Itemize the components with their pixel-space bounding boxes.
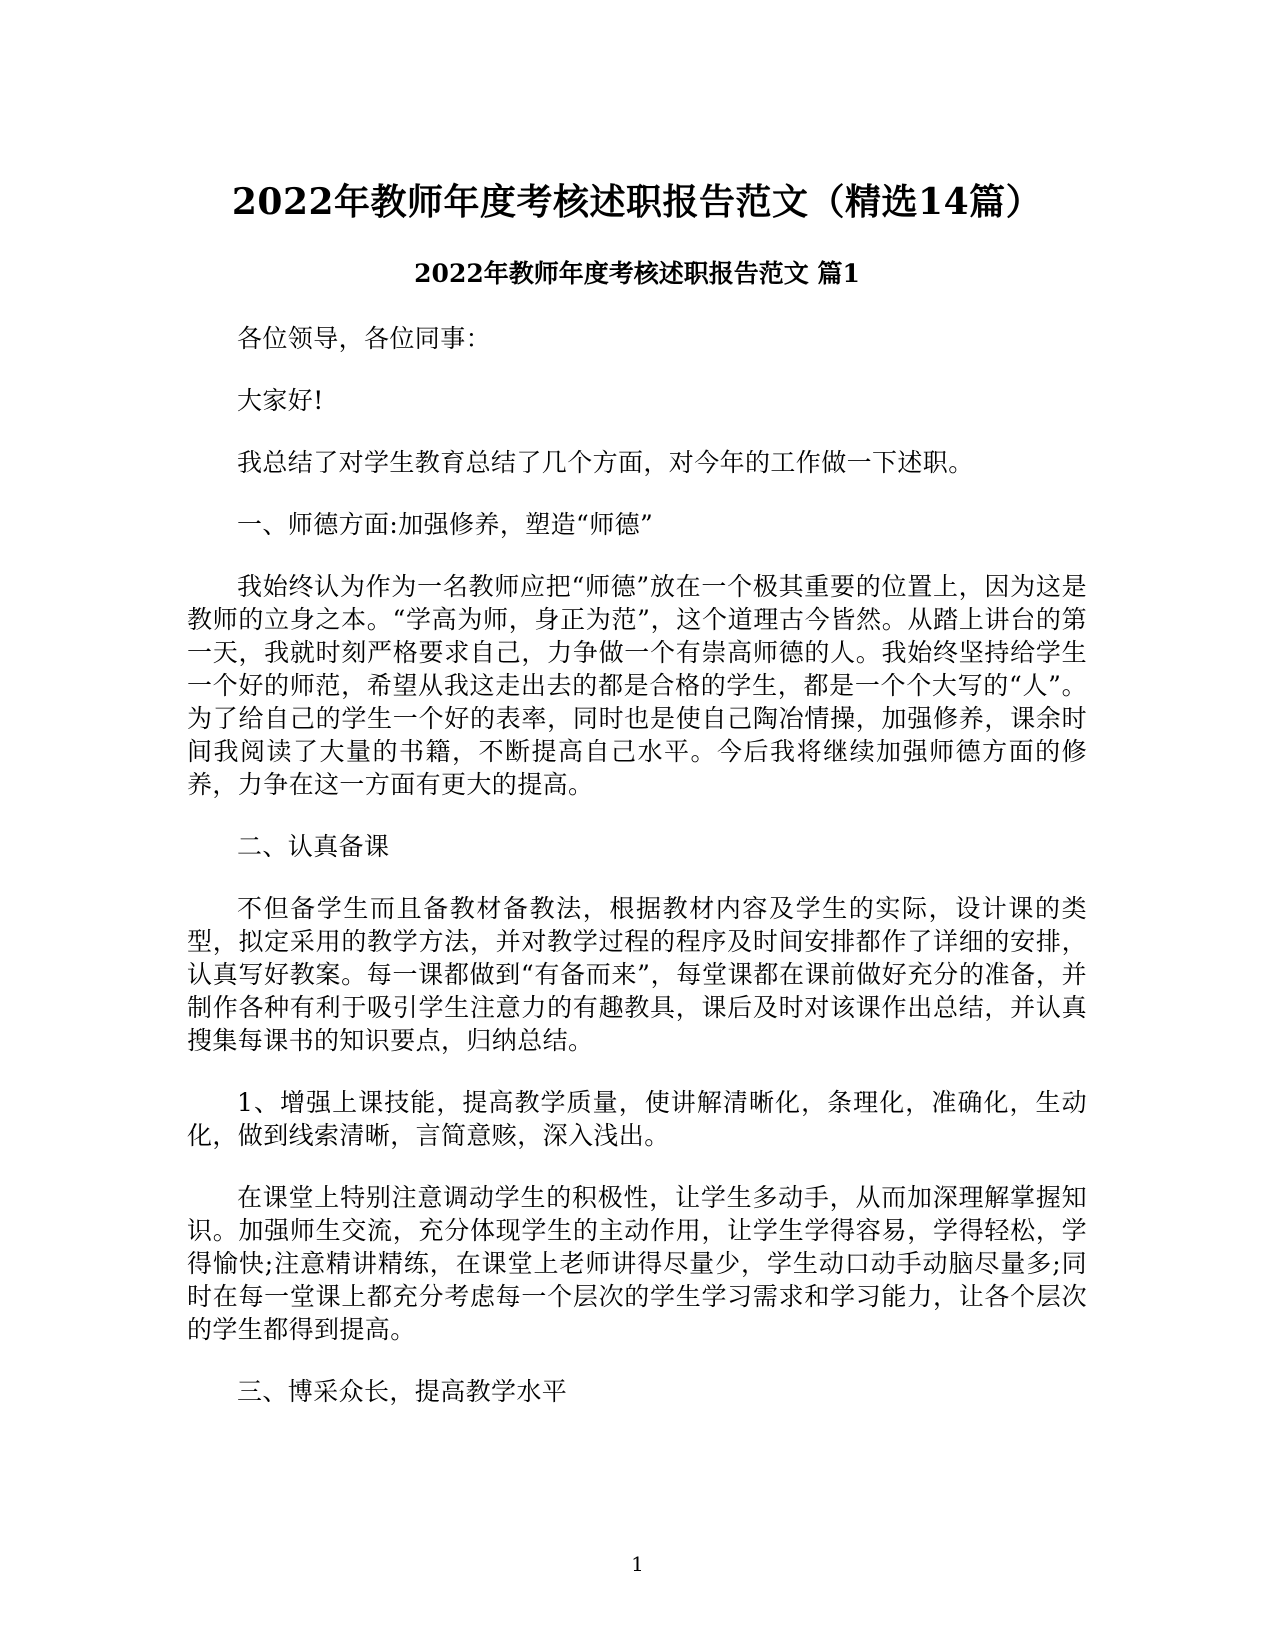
intro-paragraph: 我总结了对学生教育总结了几个方面，对今年的工作做一下述职。 [237,448,974,477]
paragraph-ethics: 我始终认为作为一名教师应把“师德”放在一个极其重要的位置上，因为这是教师的立身之本。“学高为师，身正为范”，这个道理古今皆然。从踏上讲台的第一天，我就时刻严格要求自己，力争做一个有崇高师德的人。我始终坚持给学生一个好的师范，希望从我这走出去的都是合格的学生，都是一个个大写的“人”。为了给自己的学生一个好的表率，同时也是使自己陶冶情操，加强修养，课余时间我阅读了大量的书籍，不断提高自己水平。今后我将继续加强师德方面的修养，力争在这一方面有更大的提高。 [187,572,1087,799]
greeting: 大家好! [237,386,324,415]
heading-ethics: 一、师德方面:加强修养，塑造“师德” [237,510,654,539]
document-title: 2022年教师年度考核述职报告范文（精选14篇） [231,181,1043,223]
salutation: 各位领导，各位同事： [237,324,492,353]
paragraph-classroom: 在课堂上特别注意调动学生的积极性，让学生多动手，从而加深理解掌握知识。加强师生交流，充分体现学生的主动作用，让学生学得容易，学得轻松，学得愉快;注意精讲精练，在课堂上老师讲得尽量少，学生动口动手动脑尽量多;同时在每一堂课上都充分考虑每一个层次的学生学习需求和学习能力，让各个层次的学生都得到提高。 [187,1183,1087,1344]
paragraph-lesson-prep: 不但备学生而且备教材备教法，根据教材内容及学生的实际，设计课的类型，拟定采用的教学方法，并对教学过程的程序及时间安排都作了详细的安排，认真写好教案。每一课都做到“有备而来”，每堂课都在课前做好充分的准备，并制作各种有利于吸引学生注意力的有趣教具，课后及时对该课作出总结，并认真搜集每课书的知识要点，归纳总结。 [187,894,1087,1055]
heading-teaching-level: 三、博采众长，提高教学水平 [237,1377,568,1406]
heading-lesson-prep: 二、认真备课 [237,832,390,861]
document-body [187,178,1087,1408]
page-number: 1 [631,1552,644,1576]
section-title: 2022年教师年度考核述职报告范文 篇1 [414,259,860,288]
paragraph-teaching-skills: 1、增强上课技能，提高教学质量，使讲解清晰化，条理化，准确化，生动化，做到线索清晰，言简意赅，深入浅出。 [187,1088,1087,1150]
